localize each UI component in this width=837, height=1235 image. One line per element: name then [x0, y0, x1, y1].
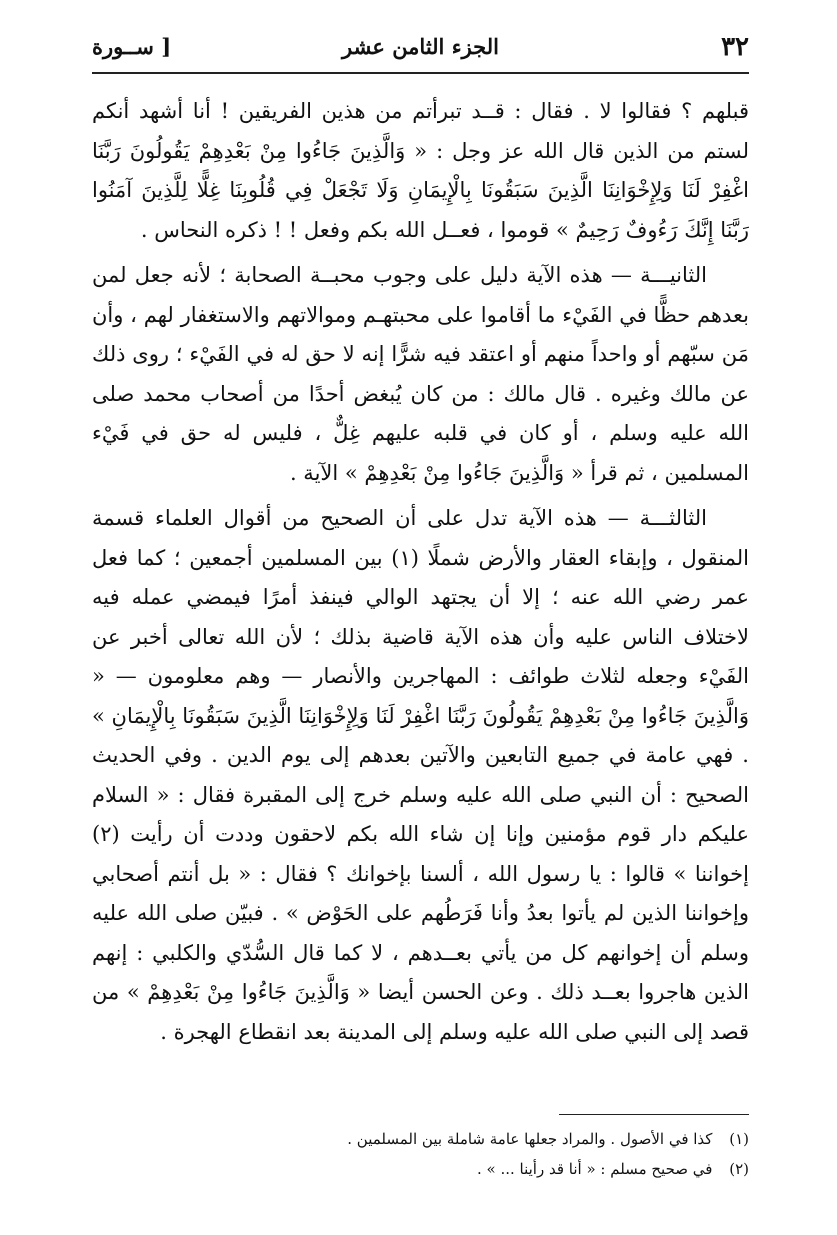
running-title: الجزء الثامن عشر	[342, 34, 499, 59]
paragraph-3: الثالثـــة — هذه الآية تدل على أن الصحيح من أقوال العلماء قسمة المنقول ، وإبقاء العقار والأرض شملًا (١) بين المسلمين أجمعين ؛ كما فعل عمر رضي الله عنه ؛ إلا أن يجتهد الوالي فينفذ أمرًا فيمضي عمله فيه لاختلاف الناس عليه وأن هذه الآية قاضية بذلك ؛ لأن الله تعالى أخبر عن الفَيْء وجعله لثلاث طوائف : المهاجرين والأنصار — وهم معلومون — « وَالَّذِينَ جَاءُوا مِنْ بَعْدِهِمْ يَقُولُونَ رَبَّنَا اغْفِرْ لَنَا وَلِإِخْوَانِنَا الَّذِينَ سَبَقُونَا بِالْإِيمَانِ » . فهي عامة في جميع التابعين والآتين بعدهم إلى يوم الدين . وفي الحديث الصحيح : أن النبي صلى الله عليه وسلم خرج إلى المقبرة فقال : « السلام عليكم دار قوم مؤمنين وإنا إن شاء الله بكم لاحقون وددت أن رأيت (٢) إخواننا » قالوا : يا رسول الله ، ألسنا بإخوانك ؟ فقال : « بل أنتم أصحابي وإخواننا الذين لم يأتوا بعدُ وأنا فَرَطُهم على الحَوْض » . فبيّن صلى الله عليه وسلم أن إخوانهم كل من يأتي بعــدهم ، لا كما قال السُّدّي والكلبي : إنهم الذين هاجروا بعــد ذلك . وعن الحسن أيضا « وَالَّذِينَ جَاءُوا مِنْ بَعْدِهِمْ » من قصد إلى النبي صلى الله عليه وسلم إلى المدينة بعد انقطاع الهجرة .	[92, 506, 750, 1044]
section-label: [ ســورة	[92, 34, 172, 59]
paragraph-1: قبلهم ؟ فقالوا لا . فقال : قــد تبرأتم من هذين الفريقين ! أنا أشهد أنكم لستم من الذين قال الله عز وجل : « وَالَّذِينَ جَاءُوا مِنْ بَعْدِهِمْ يَقُولُونَ رَبَّنَا اغْفِرْ لَنَا وَلِإِخْوَانِنَا الَّذِينَ سَبَقُونَا بِالْإِيمَانِ وَلَا تَجْعَلْ فِي قُلُوبِنَا غِلًّا لِلَّذِينَ آمَنُوا رَبَّنَا إِنَّكَ رَءُوفٌ رَحِيمٌ » قوموا ، فعــل الله بكم وفعل ! ! ذكره النحاس .	[92, 99, 749, 242]
footnote-text: كذا في الأصول . والمراد جعلها عامة شاملة بين المسلمين .	[347, 1130, 713, 1148]
main-text	[92, 92, 749, 1052]
page-header	[92, 30, 749, 68]
footnote-rule	[559, 1114, 749, 1115]
page-number: ٣٢	[721, 32, 749, 62]
footnote-text: في صحيح مسلم : « أنا قد رأينا ... » .	[476, 1160, 713, 1178]
footnotes	[92, 1124, 749, 1184]
footnote-2	[92, 1154, 749, 1184]
footnote-1	[92, 1124, 749, 1154]
footnote-marker: (٢)	[729, 1160, 749, 1178]
header-rule	[92, 72, 749, 74]
paragraph-2: الثانيـــة — هذه الآية دليل على وجوب محبــة الصحابة ؛ لأنه جعل لمن بعدهم حظًّا في الفَيْء ما أقاموا على محبتهـم وموالاتهم والاستغفار لهم ، وأن مَن سبّهم أو واحداً منهم أو اعتقد فيه شرًّا إنه لا حق له في الفَيْء ؛ روى ذلك عن مالك وغيره . قال مالك : من كان يُبغض أحدًا من أصحاب محمد صلى الله عليه وسلم ، أو كان في قلبه عليهم غِلٌّ ، فليس له حق في فَيْء المسلمين ، ثم قرأ « وَالَّذِينَ جَاءُوا مِنْ بَعْدِهِمْ » الآية .	[92, 263, 749, 485]
footnote-marker: (١)	[729, 1130, 749, 1148]
